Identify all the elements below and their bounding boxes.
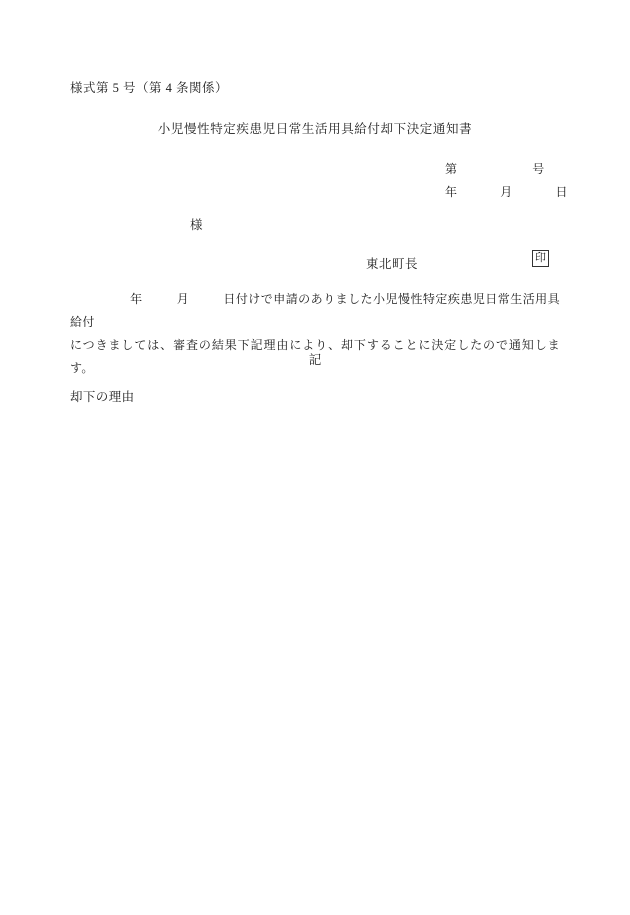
rejection-reason-label: 却下の理由 (70, 390, 135, 404)
document-number-line (445, 160, 545, 177)
body-second-line: につきましては、審査の結果下記理由により、却下することに決定したので通知します。 (70, 338, 560, 375)
seal-stamp-box: 印 (532, 250, 549, 267)
date-day-label: 日 (555, 185, 568, 199)
document-date-line (445, 183, 568, 200)
form-number: 様式第 5 号（第 4 条関係） (70, 81, 229, 95)
number-prefix-label: 第 (445, 162, 458, 176)
ki-marker: 記 (308, 353, 322, 367)
body-date-year: 年 (130, 292, 143, 306)
date-month-label: 月 (500, 185, 513, 199)
body-date-day-text: 日付けで申請のありました小児慢性特定疾患児日常生活用具給付 (70, 292, 561, 329)
document-title: 小児慢性特定疾患児日常生活用具給付却下決定通知書 (157, 122, 473, 136)
body-date-month: 月 (176, 292, 190, 306)
issuer-name: 東北町長 (366, 257, 419, 271)
date-year-label: 年 (445, 185, 458, 199)
number-suffix-label: 号 (532, 162, 545, 176)
addressee-honorific: 様 (190, 218, 203, 232)
